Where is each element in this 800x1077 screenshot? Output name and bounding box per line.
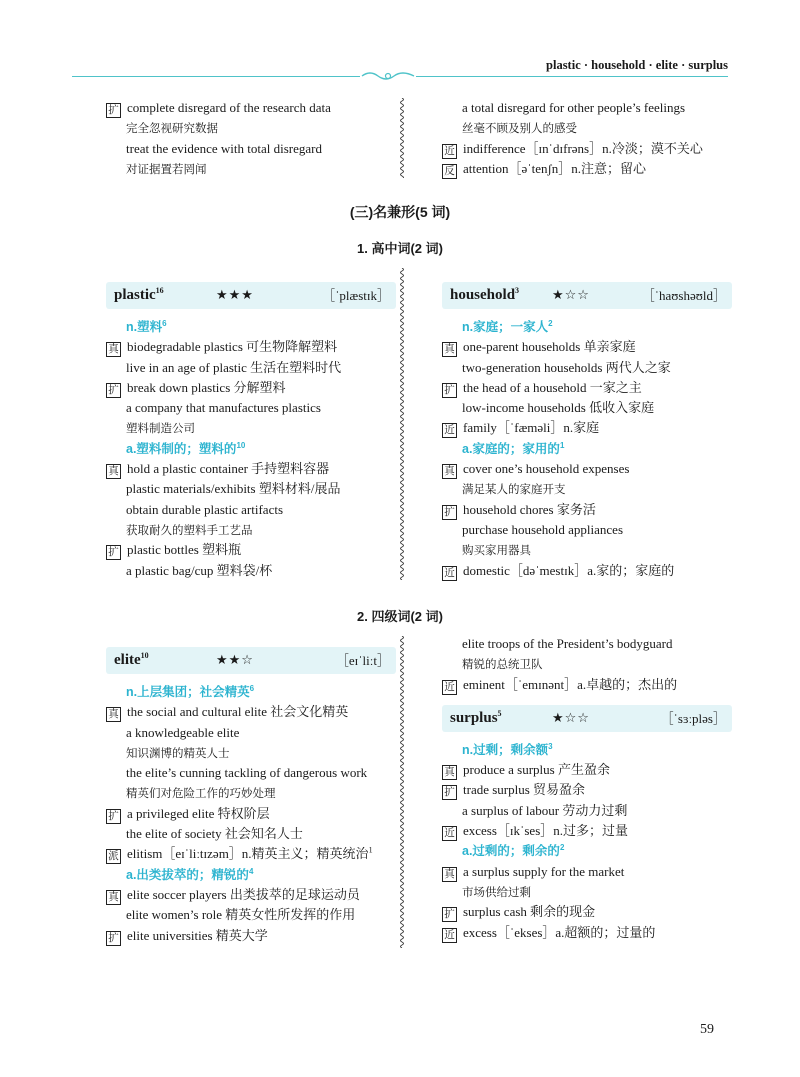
sense-label [106,317,396,337]
entry-line [442,118,732,138]
sense-label [106,865,396,885]
entry-line [106,783,396,803]
headword [450,705,502,732]
entry-line [442,923,732,943]
entry-line [442,801,732,821]
tag-box-扩: 扩 [106,545,121,560]
line-text: eminent［ˈemɪnənt］a.卓越的；杰出的 [463,676,678,692]
sense-label [442,841,732,861]
line-text: two-generation households 两代人之家 [462,359,671,375]
line-text: elite women’s role 精英女性所发挥的作用 [126,907,356,923]
line-text: 获取耐久的塑料手工艺品 [126,522,253,537]
entry-line [442,358,732,378]
star-rating: ★☆☆ [552,710,590,726]
line-text: domestic［dəˈmestɪk］a.家的；家庭的 [463,562,675,578]
frequency-mark: 6 [249,683,255,693]
entry-line [106,743,396,763]
entry-line [442,398,732,418]
tag-box-扩: 扩 [442,907,457,922]
entry-line [106,459,396,479]
entry-line [442,479,732,499]
line-text: treat the evidence with total disregard [126,140,323,156]
entry-line [442,862,732,882]
entry-line [106,885,396,905]
sense-label [106,682,396,702]
line-text: hold a plastic container 手持塑料容器 [127,461,330,477]
line-text: purchase household appliances [462,521,624,537]
headword-box [106,647,396,674]
line-text: the head of a household 一家之主 [463,379,642,395]
entry-line [106,540,396,560]
sense-text: n.家庭；一家人 [462,320,549,334]
entry-line [442,418,732,438]
tag-box-近: 近 [442,680,457,695]
sense-text: n.过剩；剩余额 [462,742,549,757]
entry-line [442,500,732,520]
entry-line [442,902,732,922]
entry-line [106,723,396,743]
star-rating: ★★☆ [216,653,254,668]
tag-box-真: 真 [106,464,121,479]
pronunciation: ［ˈhaʊshəʊld］ [641,288,726,303]
frequency-mark: 10 [236,440,246,450]
line-text: 知识渊博的精英人士 [126,745,230,760]
entry-line [442,654,732,674]
column-divider-3 [398,636,406,948]
line-text: household chores 家务活 [463,501,596,517]
entry-line [106,926,396,946]
line-text: attention［əˈtenʃn］n.注意；留心 [463,160,647,176]
pronunciation: ［ˈsɜːpləs］ [660,710,726,726]
headword [114,647,149,674]
top-right-block [442,98,732,179]
entry-line [106,378,396,398]
headword-text: household [450,287,516,303]
headword [114,282,164,309]
line-text: biodegradable plastics 可生物降解塑料 [127,339,338,355]
line-text: a surplus supply for the market [463,863,625,879]
line-text: elitism［eɪˈliːtɪzəm］n.精英主义；精英统治 [127,846,369,862]
line-text: 完全忽视研究数据 [126,121,218,136]
frequency-mark: 3 [548,741,553,751]
entry-line [442,459,732,479]
headword-text: surplus [450,709,498,726]
tag-box-扩: 扩 [442,785,457,800]
sense-text: n.塑料 [126,320,163,334]
tag-box-真: 真 [442,342,457,357]
line-text: 丝毫不顾及别人的感受 [462,121,577,136]
sense-text: n.上层集团；社会精英 [126,685,250,699]
line-text: indifference［ɪnˈdɪfrəns］n.冷淡；漠不关心 [463,140,703,156]
line-text: a surplus of labour 劳动力过剩 [462,802,628,818]
line-text: complete disregard of the research data [127,100,331,115]
tag-box-真: 真 [106,707,121,722]
line-text: a privileged elite 特权阶层 [127,805,270,821]
frequency-mark: 10 [140,651,149,660]
entry-line [442,760,732,780]
entry-line [442,98,732,118]
star-rating: ★★★ [216,288,254,303]
sense-text: a.家庭的；家用的 [462,441,560,456]
sense-label [442,740,732,760]
headword [450,282,519,309]
entry-line [106,398,396,418]
line-text: surplus cash 剩余的现金 [463,904,596,920]
line-text: 塑料制造公司 [126,421,195,436]
frequency-mark: 3 [515,286,520,295]
section-title: (三)名兼形(5 词) [349,204,451,220]
entry-line [106,418,396,438]
line-text: plastic materials/exhibits 塑料材料/展品 [126,481,341,497]
sense-text: a.塑料制的；塑料的 [126,441,237,456]
tag-box-扩: 扩 [106,383,121,398]
headword-text: plastic [114,287,156,303]
line-text: 市场供给过剩 [462,884,531,899]
entry-line [106,561,396,581]
tag-box-真: 真 [442,765,457,780]
tag-box-扩: 扩 [442,505,457,520]
top-left-block [106,98,396,179]
line-text: elite soccer players 出类拔萃的足球运动员 [127,886,360,902]
entry-line [106,159,396,179]
entry-line [442,634,732,654]
entry-line [106,824,396,844]
line-text: elite universities 精英大学 [127,927,268,943]
tag-box-近: 近 [442,566,457,581]
frequency-mark: 2 [559,843,565,853]
entry-line [442,520,732,540]
frequency-mark: 1 [559,440,565,450]
page-number: 59 [700,1022,714,1037]
line-text: a company that manufactures plastics [126,400,321,416]
sense-label [442,317,732,337]
entry-line [442,378,732,398]
tag-box-扩: 扩 [106,809,121,824]
tag-box-扩: 扩 [442,383,457,398]
line-text: the elite of society 社会知名人士 [126,826,303,842]
column-divider-1 [398,98,406,178]
entry-line [106,500,396,520]
sense-label [106,439,396,459]
line-text: break down plastics 分解塑料 [127,379,286,395]
tag-box-派: 派 [106,849,121,864]
sense-text: a.过剩的；剩余的 [462,844,560,859]
frequency-mark: 16 [155,286,164,295]
headword-box [442,282,732,309]
entry-line [442,337,732,357]
line-text: a knowledgeable elite [126,724,240,740]
entry-line [442,780,732,800]
entry-line [106,337,396,357]
sense-text: a.出类拔萃的；精锐的 [126,867,249,882]
line-text: 精锐的总统卫队 [462,657,543,672]
tag-box-真: 真 [106,890,121,905]
headword-text: elite [114,652,141,668]
line-text: produce a surplus 产生盈余 [463,762,610,778]
entry-line [106,905,396,925]
entry-line [442,821,732,841]
line-text: excess［ɪkˈses］n.过多；过量 [463,823,629,839]
sense-label [442,439,732,459]
frequency-mark: 6 [162,318,167,328]
entry-line [106,763,396,783]
entry-line [106,358,396,378]
line-text: low-income households 低收入家庭 [462,400,655,416]
subsection-title-2: 2. 四级词(2 词) [357,609,443,624]
entry-line [106,804,396,824]
line-text: family［ˈfæməli］n.家庭 [463,420,600,436]
entry-line [106,520,396,540]
line-text: 对证据置若罔闻 [126,161,207,176]
line-text: excess［ˈekses］a.超额的；过量的 [463,924,656,940]
line-text: a plastic bag/cup 塑料袋/杯 [126,562,273,578]
line-text: cover one’s household expenses [463,461,630,477]
line-text: elite troops of the President’s bodyguard [462,636,673,651]
running-head: plastic · household · elite · surplus [546,58,728,72]
entry-line [106,118,396,138]
entry-line [442,139,732,159]
entry-line [442,540,732,560]
header-ornament [360,68,416,84]
entry-plastic [106,278,396,581]
line-text: the elite’s cunning tackling of dangerous work [126,765,368,781]
line-text: one-parent households 单亲家庭 [463,339,636,355]
frequency-mark: 1 [368,846,373,856]
entry-elite [106,643,396,946]
line-text: 满足某人的家庭开支 [462,482,566,497]
headword-box [442,705,732,732]
pronunciation: ［eɪˈliːt］ [335,653,390,668]
entry-line [106,844,396,864]
tag-box-反: 反 [442,164,457,179]
line-text: trade surplus 贸易盈余 [463,782,586,798]
entry-line [106,702,396,722]
tag-box-近: 近 [442,423,457,438]
line-text: live in an age of plastic 生活在塑料时代 [126,359,342,375]
frequency-mark: 2 [548,318,553,328]
entry-line [442,159,732,179]
entry-surplus [442,634,732,943]
column-divider-2 [398,268,406,580]
spacer [442,695,732,701]
entry-line [442,675,732,695]
star-rating: ★☆☆ [552,288,590,303]
line-text: the social and cultural elite 社会文化精英 [127,704,349,720]
tag-box-扩: 扩 [106,931,121,946]
line-text: 购买家用器具 [462,543,531,558]
tag-box-真: 真 [106,342,121,357]
entry-household [442,278,732,581]
tag-box-近: 近 [442,144,457,159]
pronunciation: ［ˈplæstɪk］ [322,288,390,303]
line-text: a total disregard for other people’s feelings [462,100,686,115]
tag-box-真: 真 [442,867,457,882]
line-text: 精英们对危险工作的巧妙处理 [126,786,276,801]
entry-line [106,98,396,118]
entry-line [106,479,396,499]
entry-line [106,139,396,159]
tag-box-扩: 扩 [106,103,121,118]
tag-box-真: 真 [442,464,457,479]
frequency-mark: 5 [497,708,502,718]
tag-box-近: 近 [442,928,457,943]
headword-box [106,282,396,309]
line-text: obtain durable plastic artifacts [126,501,284,517]
entry-line [442,882,732,902]
tag-box-近: 近 [442,826,457,841]
frequency-mark: 4 [248,866,254,876]
line-text: plastic bottles 塑料瓶 [127,542,242,558]
subsection-title-1: 1. 高中词(2 词) [357,241,443,256]
entry-line [442,561,732,581]
